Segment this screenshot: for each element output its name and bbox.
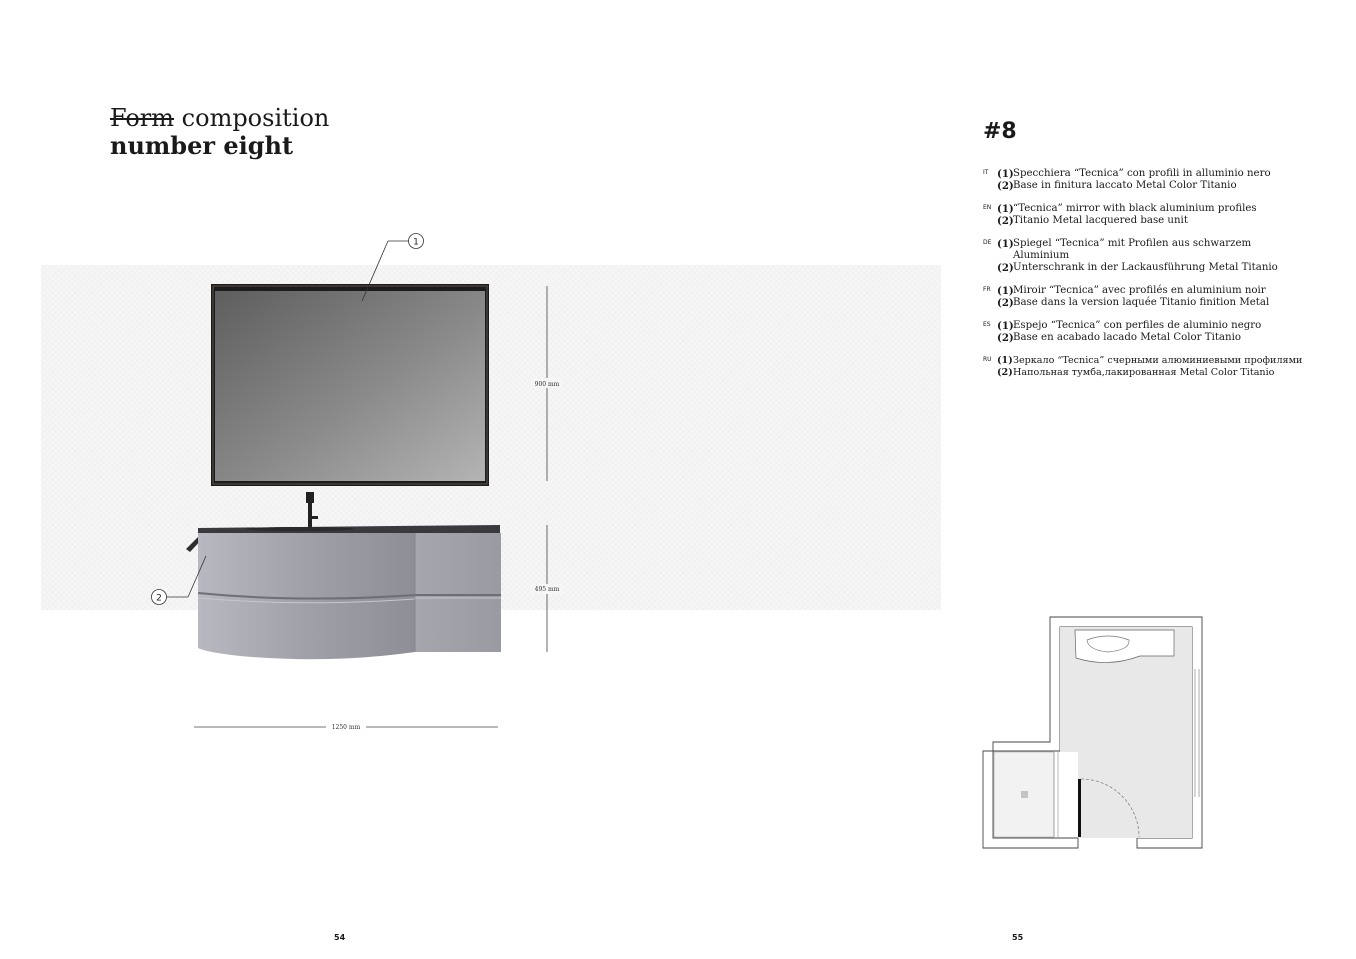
- list-item: (2) Base en acabado lacado Metal Color Titanio: [997, 332, 1241, 344]
- page-number-right: 55: [1012, 933, 1024, 942]
- list-item: (2) Unterschrank in der Lackausführung Metal Titanio: [997, 262, 1278, 274]
- dimension-label-base: 495 mm: [534, 586, 560, 593]
- description-it: [983, 168, 1323, 192]
- list-item: (1) Specchiera “Tecnica” con profili in alluminio nero: [997, 168, 1271, 180]
- mirror-glass: [215, 291, 485, 481]
- composition-number: #8: [983, 119, 1017, 144]
- list-item: (2) Titanio Metal lacquered base unit: [997, 215, 1188, 227]
- door-icon: [1078, 779, 1081, 837]
- description-fr: [983, 285, 1323, 309]
- description-es: [983, 320, 1323, 344]
- list-item: (1) “Tecnica” mirror with black aluminium profiles: [997, 203, 1257, 215]
- faucet: [306, 492, 318, 529]
- list-item: (2) Напольная тумба,лакированная Metal Color Titanio: [997, 367, 1275, 378]
- language-code: ES: [983, 321, 991, 328]
- drain-icon: [1021, 791, 1028, 798]
- callout-1: [409, 234, 424, 249]
- title-subline: number eight: [110, 131, 294, 160]
- dimension-label-mirror: 900 mm: [534, 381, 560, 388]
- description-ru: [983, 355, 1323, 379]
- title-struck-word: Form: [110, 104, 175, 132]
- page-number-left: 54: [334, 933, 346, 942]
- callout-2: [152, 590, 167, 605]
- list-item: Aluminium: [1013, 250, 1070, 261]
- list-item: (2) Base dans la version laquée Titanio finition Metal: [997, 297, 1270, 309]
- list-item: (1) Spiegel “Tecnica” mit Profilen aus schwarzem: [997, 238, 1252, 250]
- description-de: [983, 238, 1323, 274]
- svg-text:1: 1: [413, 237, 419, 248]
- language-code: FR: [983, 286, 991, 293]
- language-code: IT: [983, 169, 989, 176]
- list-item: (1) Espejo “Tecnica” con perfiles de aluminio negro: [997, 320, 1262, 332]
- floor-plan: [980, 614, 1210, 854]
- description-en: [983, 203, 1323, 227]
- list-item: (1) Зеркало “Tecnica” счерными алюминиевыми профилями: [997, 355, 1303, 366]
- dimension-label-width: 1250 mm: [331, 724, 361, 731]
- title-word: composition: [181, 104, 330, 132]
- description-list: [983, 168, 1323, 390]
- vanity-cabinet: [198, 533, 501, 659]
- language-code: DE: [983, 239, 992, 246]
- language-code: RU: [983, 356, 992, 363]
- list-item: (1) Miroir “Tecnica” avec profilés en aluminium noir: [997, 285, 1266, 297]
- language-code: EN: [983, 204, 992, 211]
- list-item: (2) Base in finitura laccato Metal Color Titanio: [997, 180, 1237, 192]
- mirror: [211, 284, 489, 486]
- svg-text:2: 2: [156, 593, 162, 604]
